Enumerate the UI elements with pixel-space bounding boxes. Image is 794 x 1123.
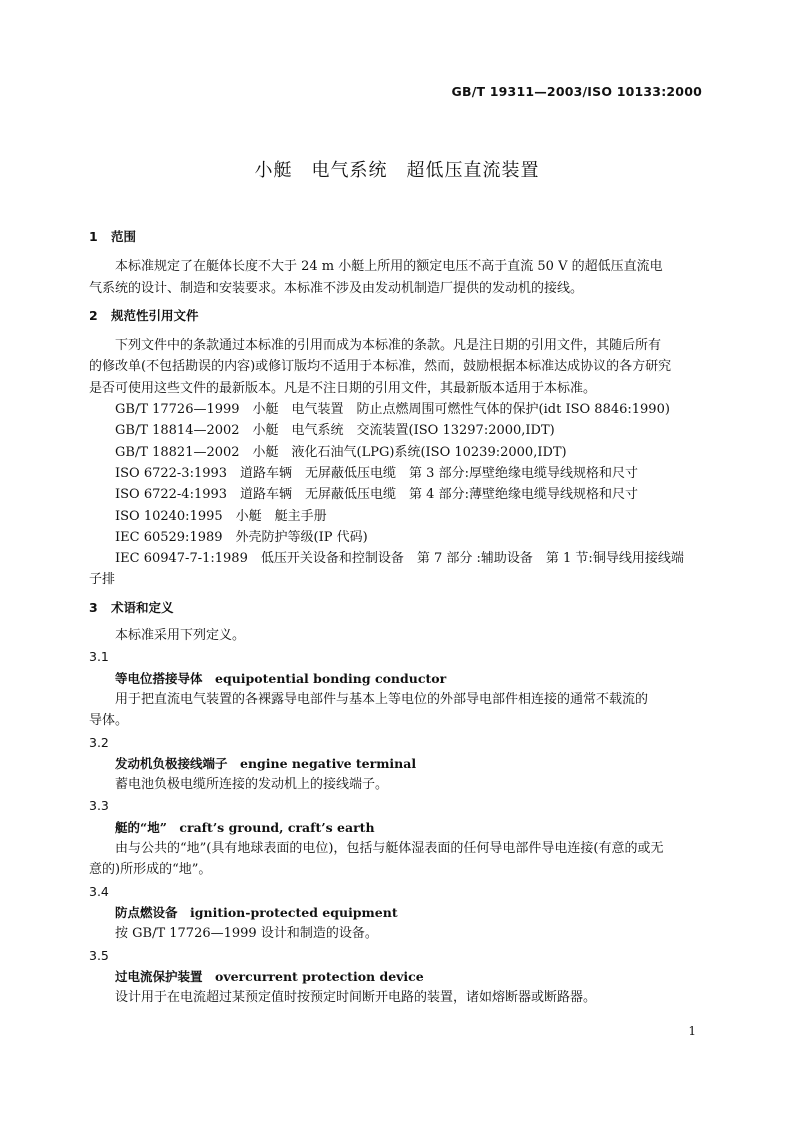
term-definition: 蓄电池负极电缆所连接的发动机上的接线端子。 xyxy=(115,777,389,793)
intro-line-1: 下列文件中的条款通过本标准的引用而成为本标准的条款。凡是注日期的引用文件，其随后所有 xyxy=(115,338,662,354)
term-number: 3.5 xyxy=(89,947,109,963)
document-body xyxy=(89,226,704,1008)
term-number: 3.3 xyxy=(89,798,109,814)
section-number: 2 xyxy=(89,307,98,323)
section-3-heading xyxy=(89,597,704,618)
term-number: 3.1 xyxy=(89,649,109,665)
term-number: 3.4 xyxy=(89,883,109,899)
term-name: 等电位搭接导体 equipotential bonding conductor xyxy=(115,670,447,686)
section-title: 范围 xyxy=(111,229,137,244)
term-definition: 按 GB/T 17726—1999 设计和制造的设备。 xyxy=(115,926,378,942)
definition-line-2: 意的)所形成的“地”。 xyxy=(89,862,212,878)
reference-item: GB/T 18814—2002 小艇 电气系统 交流装置(ISO 13297:2000,IDT) xyxy=(115,423,555,439)
reference-item: IEC 60529:1989 外壳防护等级(IP 代码) xyxy=(115,529,368,545)
section-title: 规范性引用文件 xyxy=(111,307,199,323)
term-definition xyxy=(89,689,704,732)
reference-item: ISO 6722-4:1993 道路车辆 无屏蔽低压电缆 第 4 部分:薄壁绝缘电缆导线规格和尺寸 xyxy=(115,487,638,503)
section-2-heading xyxy=(89,305,704,326)
term-name: 防点燃设备 ignition-protected equipment xyxy=(115,904,398,920)
reference-item: ISO 10240:1995 小艇 艇主手册 xyxy=(115,508,327,524)
section-number: 1 xyxy=(89,229,98,244)
definition-line-1: 由与公共的“地”(具有地球表面的电位)，包括与艇体湿表面的任何导电部件导电连接(有意的或无 xyxy=(115,841,664,857)
term-definition: 设计用于在电流超过某预定值时按预定时间断开电路的装置，诸如熔断器或断路器。 xyxy=(115,990,597,1006)
definition-line-2: 导体。 xyxy=(89,713,129,729)
standard-number: GB/T 19311—2003/ISO 10133:2000 xyxy=(451,84,702,99)
term-number: 3.2 xyxy=(89,734,109,750)
page-number: 1 xyxy=(688,1024,696,1038)
intro-line-2: 的修改单(不包括勘误的内容)或修订版均不适用于本标准，然而，鼓励根据本标准达成协议的各方研究 xyxy=(89,359,672,375)
reference-item: ISO 6722-3:1993 道路车辆 无屏蔽低压电缆 第 3 部分:厚壁绝缘电缆导线规格和尺寸 xyxy=(115,465,638,481)
reference-item: IEC 60947-7-1:1989 低压开关设备和控制设备 第 7 部分 :辅助设备 第 1 节:铜导线用接线端 xyxy=(115,551,684,567)
term-name: 艇的“地” craft’s ground, craft’s earth xyxy=(115,819,375,835)
references-intro xyxy=(89,335,704,399)
reference-item: GB/T 18821—2002 小艇 液化石油气(LPG)系统(ISO 10239:2000,IDT) xyxy=(115,444,567,460)
intro-line-3: 是否可使用这些文件的最新版本。凡是不注日期的引用文件，其最新版本适用于本标准。 xyxy=(89,380,597,396)
reference-item: GB/T 17726—1999 小艇 电气装置 防止点燃周围可燃性气体的保护(idt ISO 8846:1990) xyxy=(115,402,670,418)
scope-line-2: 气系统的设计、制造和安装要求。本标准不涉及由发动机制造厂提供的发动机的接线。 xyxy=(89,280,584,296)
definition-line-1: 用于把直流电气装置的各裸露导电部件与基本上等电位的外部导电部件相连接的通常不载流的 xyxy=(115,691,649,707)
definitions-intro: 本标准采用下列定义。 xyxy=(115,628,246,644)
term-name: 过电流保护装置 overcurrent protection device xyxy=(115,968,424,984)
term-definition xyxy=(89,838,704,881)
scope-paragraph xyxy=(89,256,704,299)
section-number: 3 xyxy=(89,599,98,615)
term-name: 发动机负极接线端子 engine negative terminal xyxy=(115,755,417,771)
reference-item-continued: 子排 xyxy=(89,572,116,588)
document-title: 小艇 电气系统 超低压直流装置 xyxy=(254,160,540,181)
section-title: 术语和定义 xyxy=(111,599,174,615)
section-1-heading xyxy=(89,226,704,247)
scope-line-1: 本标准规定了在艇体长度不大于 24 m 小艇上所用的额定电压不高于直流 50 V 的超低压直流电 xyxy=(115,259,663,275)
